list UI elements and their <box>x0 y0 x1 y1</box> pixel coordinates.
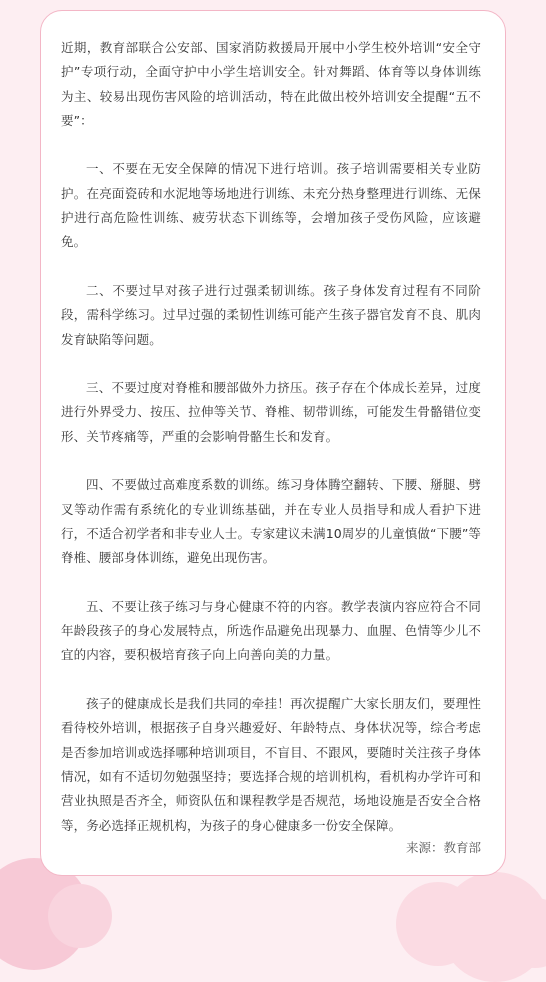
decorative-cloud-left-small <box>48 884 112 948</box>
rule-2-paragraph: 二、不要过早对孩子进行过强柔韧训练。孩子身体发育过程有不同阶段，需科学练习。过早过强的柔韧性训练可能产生孩子器官发育不良、肌肉发育缺陷等问题。 <box>61 282 481 347</box>
rule-4-paragraph: 四、不要做过高难度系数的训练。练习身体腾空翻转、下腰、掰腿、劈叉等动作需有系统化的专业训练基础，并在专业人员指导和成人看护下进行，不适合初学者和非专业人士。专家建议未满10周岁的儿童慎做“下腰”等脊椎、腰部身体训练，避免出现伤害。 <box>61 477 481 566</box>
rule-5-paragraph: 五、不要让孩子练习与身心健康不符的内容。教学表演内容应符合不同年龄段孩子的身心发展特点，所选作品避免出现暴力、血腥、色情等少儿不宜的内容，要积极培育孩子向上向善向美的力量。 <box>61 598 481 663</box>
rule-1-paragraph: 一、不要在无安全保障的情况下进行培训。孩子培训需要相关专业防护。在亮面瓷砖和水泥地等场地进行训练、未充分热身整理进行训练、无保护进行高危险性训练、疲劳状态下训练等，会增加孩子受伤风险，应该避免。 <box>61 161 481 250</box>
closing-paragraph: 孩子的健康成长是我们共同的牵挂！再次提醒广大家长朋友们，要理性看待校外培训，根据孩子自身兴趣爱好、年龄特点、身体状况等，综合考虑是否参加培训或选择哪种培训项目，不盲目、不跟风，要随时关注孩子身体情况，如有不适切勿勉强坚持；要选择合规的培训机构，看机构办学许可和营业执照是否齐全，师资队伍和课程教学是否规范，场地设施是否安全合格等，务必选择正规机构，为孩子的身心健康多一份安全保障。 <box>61 696 481 833</box>
article-card <box>40 10 506 876</box>
intro-paragraph: 近期，教育部联合公安部、国家消防救援局开展中小学生校外培训“安全守护”专项行动，全面守护中小学生培训安全。针对舞蹈、体育等以身体训练为主、较易出现伤害风险的培训活动，特在此做出校外培训安全提醒“五不要”： <box>61 40 481 128</box>
rule-3-paragraph: 三、不要过度对脊椎和腰部做外力挤压。孩子存在个体成长差异，过度进行外界受力、按压、拉伸等关节、脊椎、韧带训练，可能发生骨骼错位变形、关节疼痛等，严重的会影响骨骼生长和发育。 <box>61 380 481 444</box>
source-credit: 来源：教育部 <box>405 839 481 855</box>
